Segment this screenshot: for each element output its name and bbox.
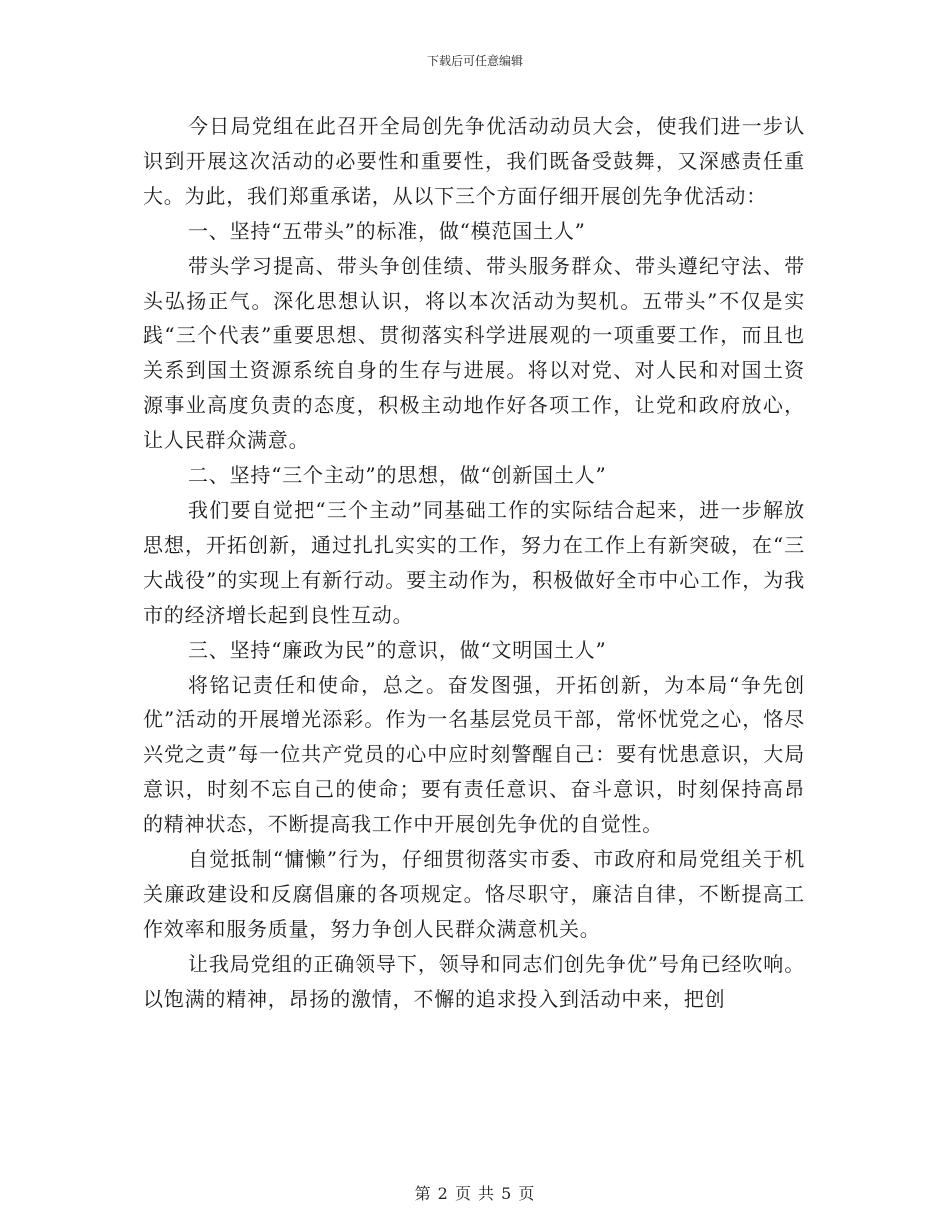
section-1-paragraph: 带头学习提高、带头争创佳绩、带头服务群众、带头遵纪守法、带头弘扬正气。深化思想认识，将以本次活动为契机。五带头”不仅是实践“三个代表”重要思想、贯彻落实科学进展观的一项重要工作，而且也关系到国土资源系统自身的生存与进展。将以对党、对人民和对国土资源事业高度负责的态度，积极主动地作好各项工作，让党和政府放心，让人民群众满意。 [143, 253, 805, 453]
closing-paragraph: 让我局党组的正确领导下，领导和同志们创先争优”号角已经吹响。以饱满的精神，昂扬的激情，不懈的追求投入到活动中来，把创 [143, 951, 805, 1011]
page-header-note: 下载后可任意编辑 [426, 54, 523, 68]
section-3-paragraph-1: 将铭记责任和使命，总之。奋发图强，开拓创新，为本局“争先创优”活动的开展增光添彩。作为一名基层党员干部，常怀忧党之心，恪尽兴党之责”每一位共产党员的心中应时刻警醒自己：要有忧患意识，大局意识，时刻不忘自己的使命；要有责任意识、奋斗意识，时刻保持高昂的精神状态，不断提高我工作中开展创先争优的自觉性。 [143, 672, 805, 837]
section-heading-2: 二、坚持“三个主动”的思想，做“创新国土人” [188, 463, 607, 488]
section-heading-3: 三、坚持“廉政为民”的意识，做“文明国土人” [188, 637, 607, 662]
intro-paragraph: 今日局党组在此召开全局创先争优活动动员大会，使我们进一步认识到开展这次活动的必要性和重要性，我们既备受鼓舞，又深感责任重大。为此，我们郑重承诺，从以下三个方面仔细开展创先争优活动： [143, 114, 805, 208]
section-2-paragraph: 我们要自觉把“三个主动”同基础工作的实际结合起来，进一步解放思想，开拓创新，通过扎扎实实的工作，努力在工作上有新突破，在“三大战役”的实现上有新行动。要主动作为，积极做好全市中心工作，为我市的经济增长起到良性互动。 [143, 497, 805, 627]
document-body [143, 109, 805, 1017]
page-number-footer: 第 2 页 共 5 页 [414, 1184, 536, 1203]
section-heading-1: 一、坚持“五带头”的标准，做“模范国土人” [188, 218, 586, 243]
section-3-paragraph-2: 自觉抵制“慵懒”行为，仔细贯彻落实市委、市政府和局党组关于机关廉政建设和反腐倡廉的各项规定。恪尽职守，廉洁自律，不断提高工作效率和服务质量，努力争创人民群众满意机关。 [143, 847, 805, 941]
